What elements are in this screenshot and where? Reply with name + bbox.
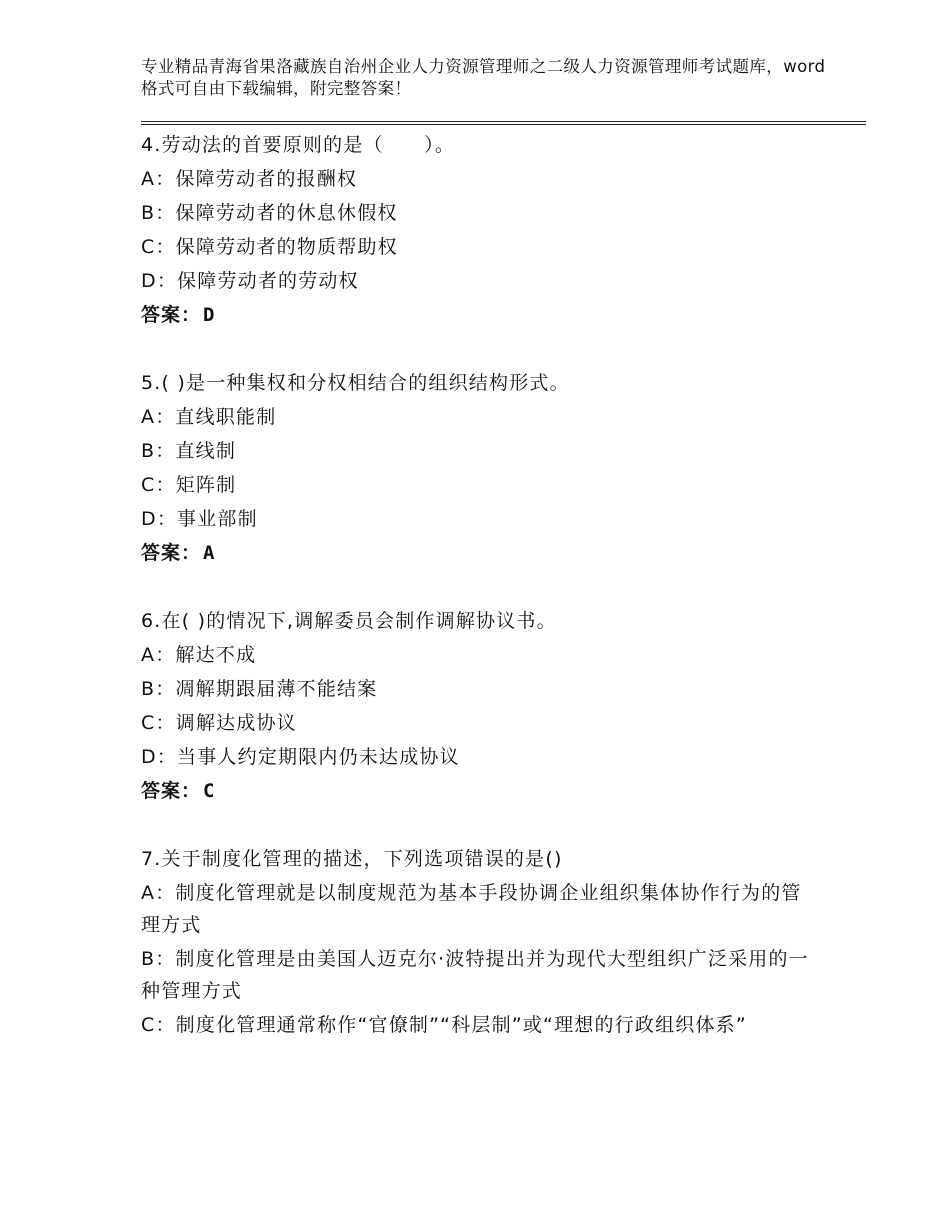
option-a: A：保障劳动者的报酬权 — [141, 168, 358, 190]
option-d: D：保障劳动者的劳动权 — [141, 270, 359, 292]
answer-value: D — [203, 304, 216, 326]
question-6 — [141, 604, 821, 808]
option-c: C：制度化管理通常称作“官僚制”“科层制”或“理想的行政组织体系” — [141, 1014, 747, 1036]
option-b: B：保障劳动者的休息休假权 — [141, 202, 398, 224]
header-divider — [141, 121, 866, 125]
option-d: D：当事人约定期限内仍未达成协议 — [141, 746, 460, 768]
answer-line — [141, 298, 821, 332]
answer-label: 答案： — [141, 304, 202, 326]
question-4 — [141, 128, 821, 332]
option-c: C：矩阵制 — [141, 474, 237, 496]
option-b: B：凋解期跟届薄不能结案 — [141, 678, 378, 700]
option-a: A：解达不成 — [141, 644, 257, 666]
answer-value: C — [203, 780, 216, 802]
option-b: B：制度化管理是由美国人迈克尔·波特提出并为现代大型组织广泛采用的一种管理方式 — [141, 948, 809, 1002]
question-5 — [141, 366, 821, 570]
question-stem: 4.劳动法的首要原则的是（ ）。 — [141, 134, 456, 156]
option-b: B：直线制 — [141, 440, 237, 462]
option-c: C：保障劳动者的物质帮助权 — [141, 236, 398, 258]
answer-line — [141, 536, 821, 570]
option-a: A：直线职能制 — [141, 406, 277, 428]
answer-value: A — [203, 542, 216, 564]
document-header-title: 专业精品青海省果洛藏族自治州企业人力资源管理师之二级人力资源管理师考试题库，word格式可自由下载编辑，附完整答案！ — [141, 57, 826, 98]
option-d: D：事业部制 — [141, 508, 258, 530]
question-list — [141, 128, 821, 1043]
answer-label: 答案： — [141, 780, 202, 802]
question-stem: 7.关于制度化管理的描述，下列选项错误的是() — [141, 848, 563, 870]
question-stem: 6.在( )的情况下,调解委员会制作调解协议书。 — [141, 610, 557, 632]
option-c: C：调解达成协议 — [141, 712, 297, 734]
question-stem: 5.( )是一种集权和分权相结合的组织结构形式。 — [141, 372, 570, 394]
option-a: A：制度化管理就是以制度规范为基本手段协调企业组织集体协作行为的管理方式 — [141, 882, 802, 936]
question-7 — [141, 842, 821, 1041]
answer-line — [141, 774, 821, 808]
answer-label: 答案： — [141, 542, 202, 564]
